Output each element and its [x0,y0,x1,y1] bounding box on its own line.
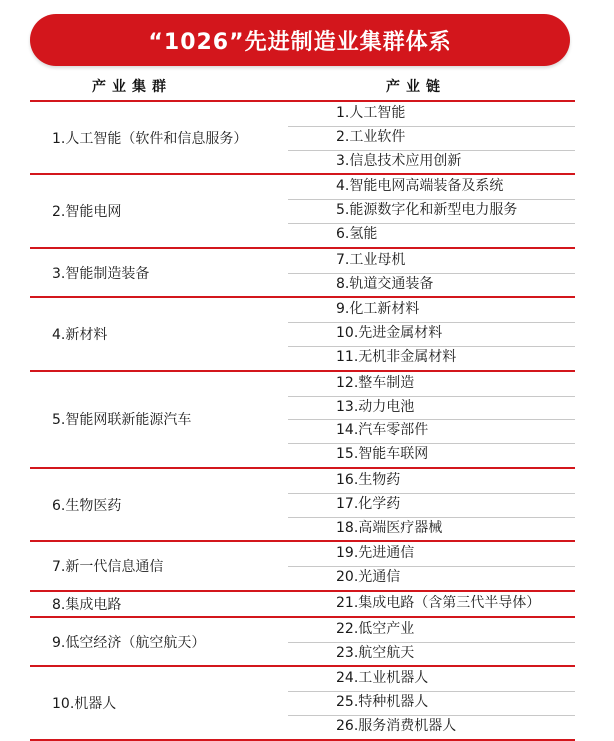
cluster-name: 8.集成电路 [52,596,122,613]
chain-item: 8.轨道交通装备 [328,273,575,297]
chain-item: 22.低空产业 [336,620,415,637]
cluster-name: 4.新材料 [52,327,108,344]
chain-item: 18.高端医疗器械 [328,517,575,541]
chain-column-header: 产业链 [386,79,446,95]
chain-item: 6.氢能 [328,223,575,247]
chain-item: 3.信息技术应用创新 [328,150,575,174]
chain-item: 11.无机非金属材料 [328,346,575,370]
chain-item: 2.工业软件 [328,126,575,150]
chain-list [328,469,575,540]
cluster-group [30,175,575,248]
chain-item: 21.集成电路（含第三代半导体） [336,594,541,611]
chain-item: 26.服务消费机器人 [328,715,575,739]
cluster-name: 5.智能网联新能源汽车 [52,412,192,429]
cluster-column-header: 产业集群 [92,79,172,95]
chain-list [328,175,575,246]
chain-item: 10.先进金属材料 [328,322,575,346]
cluster-group [30,542,575,592]
chain-item: 24.工业机器人 [336,670,429,687]
chain-item: 12.整车制造 [336,374,415,391]
chain-item: 16.生物药 [336,471,401,488]
cluster-group [30,592,575,618]
chain-list [328,298,575,369]
chain-list [328,249,575,297]
cluster-name: 3.智能制造装备 [52,265,150,282]
cluster-name: 2.智能电网 [52,204,122,221]
cluster-table [30,100,575,741]
chain-item: 25.特种机器人 [328,691,575,715]
cluster-group [30,298,575,371]
chain-item: 14.汽车零部件 [328,419,575,443]
chain-item: 4.智能电网高端装备及系统 [336,178,504,195]
chain-item: 5.能源数字化和新型电力服务 [328,199,575,223]
chain-list [328,372,575,467]
chain-list [328,667,575,738]
chain-item: 13.动力电池 [328,396,575,420]
cluster-name: 9.低空经济（航空航天） [52,634,206,651]
chain-list [328,618,575,666]
cluster-group [30,469,575,542]
cluster-group [30,249,575,299]
cluster-group [30,667,575,740]
chain-item: 23.航空航天 [328,642,575,666]
page-title: “1026”先进制造业集群体系 [30,14,570,66]
cluster-name: 7.新一代信息通信 [52,559,164,576]
cluster-group [30,618,575,668]
cluster-group [30,372,575,469]
chain-item: 1.人工智能 [336,105,406,121]
chain-item: 15.智能车联网 [328,443,575,467]
cluster-group [30,102,575,175]
cluster-name: 6.生物医药 [52,497,122,514]
chain-list [328,102,575,173]
chain-item: 7.工业母机 [336,251,406,268]
chain-list [328,592,575,616]
cluster-name: 1.人工智能（软件和信息服务） [52,130,248,147]
cluster-name: 10.机器人 [52,696,117,713]
chain-item: 20.光通信 [328,566,575,590]
chain-item: 17.化学药 [328,493,575,517]
chain-item: 9.化工新材料 [336,301,420,318]
chain-list [328,542,575,590]
chain-item: 19.先进通信 [336,545,415,562]
